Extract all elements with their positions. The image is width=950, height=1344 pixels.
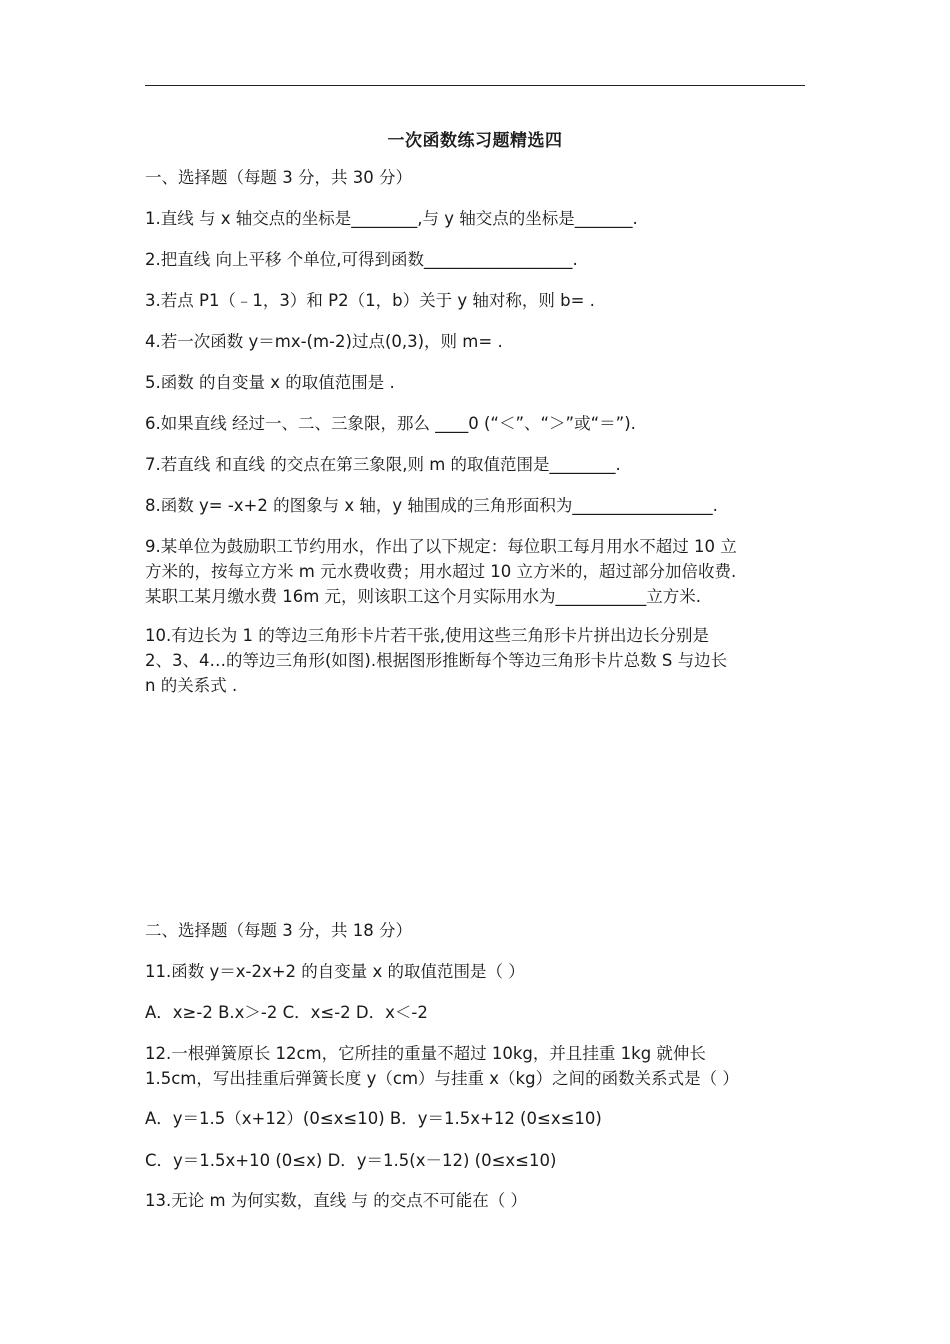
- question-12-line-2: 1.5cm，写出挂重后弹簧长度 y（cm）与挂重 x（kg）之间的函数关系式是（ ）: [145, 1069, 739, 1088]
- page-title: 一次函数练习题精选四: [387, 131, 563, 151]
- question-13: 13.无论 m 为何实数，直线 与 的交点不可能在（ ）: [145, 1191, 528, 1210]
- question-2: 2.把直线 向上平移 个单位,可得到函数__________________.: [145, 250, 578, 269]
- question-12-options-1: A．y＝1.5（x+12）(0≤x≤10) B．y＝1.5x+12 (0≤x≤10): [145, 1109, 602, 1128]
- section-1-heading: 一、选择题（每题 3 分，共 30 分）: [145, 168, 412, 187]
- question-10-line-1: 10.有边长为 1 的等边三角形卡片若干张,使用这些三角形卡片拼出边长分别是: [145, 626, 709, 645]
- question-11: 11.函数 y＝x-2x+2 的自变量 x 的取值范围是（ ）: [145, 962, 525, 981]
- question-5: 5.函数 的自变量 x 的取值范围是 .: [145, 373, 395, 392]
- question-9-line-1: 9.某单位为鼓励职工节约用水，作出了以下规定：每位职工每月用水不超过 10 立: [145, 537, 737, 556]
- question-10-line-3: n 的关系式 .: [145, 676, 238, 695]
- question-3: 3.若点 P1（﹣1，3）和 P2（1，b）关于 y 轴对称，则 b= .: [145, 291, 595, 310]
- question-9-line-3: 某职工某月缴水费 16m 元，则该职工这个月实际用水为___________立方米.: [145, 587, 702, 606]
- question-12-line-1: 12.一根弹簧原长 12cm，它所挂的重量不超过 10kg，并且挂重 1kg 就伸长: [145, 1044, 706, 1063]
- question-9-line-2: 方米的，按每立方米 m 元水费收费；用水超过 10 立方米的，超过部分加倍收费.: [145, 562, 737, 581]
- section-2-heading: 二、选择题（每题 3 分，共 18 分）: [145, 921, 412, 940]
- question-7: 7.若直线 和直线 的交点在第三象限,则 m 的取值范围是________.: [145, 455, 621, 474]
- question-8: 8.函数 y= -x+2 的图象与 x 轴，y 轴围成的三角形面积为_________________.: [145, 496, 718, 515]
- header-rule: [145, 85, 805, 86]
- question-11-options: A．x≥-2 B.x＞-2 C．x≤-2 D．x＜-2: [145, 1003, 428, 1022]
- question-10-line-2: 2、3、4…的等边三角形(如图).根据图形推断每个等边三角形卡片总数 S 与边长: [145, 651, 728, 670]
- question-12-options-2: C．y＝1.5x+10 (0≤x) D．y＝1.5(x－12) (0≤x≤10): [145, 1151, 557, 1170]
- question-4: 4.若一次函数 y＝mx-(m-2)过点(0,3)，则 m= .: [145, 332, 503, 351]
- question-6: 6.如果直线 经过一、二、三象限，那么 ____0 (“＜”、“＞”或“＝”).: [145, 414, 636, 433]
- question-1: 1.直线 与 x 轴交点的坐标是________,与 y 轴交点的坐标是_______.: [145, 209, 638, 228]
